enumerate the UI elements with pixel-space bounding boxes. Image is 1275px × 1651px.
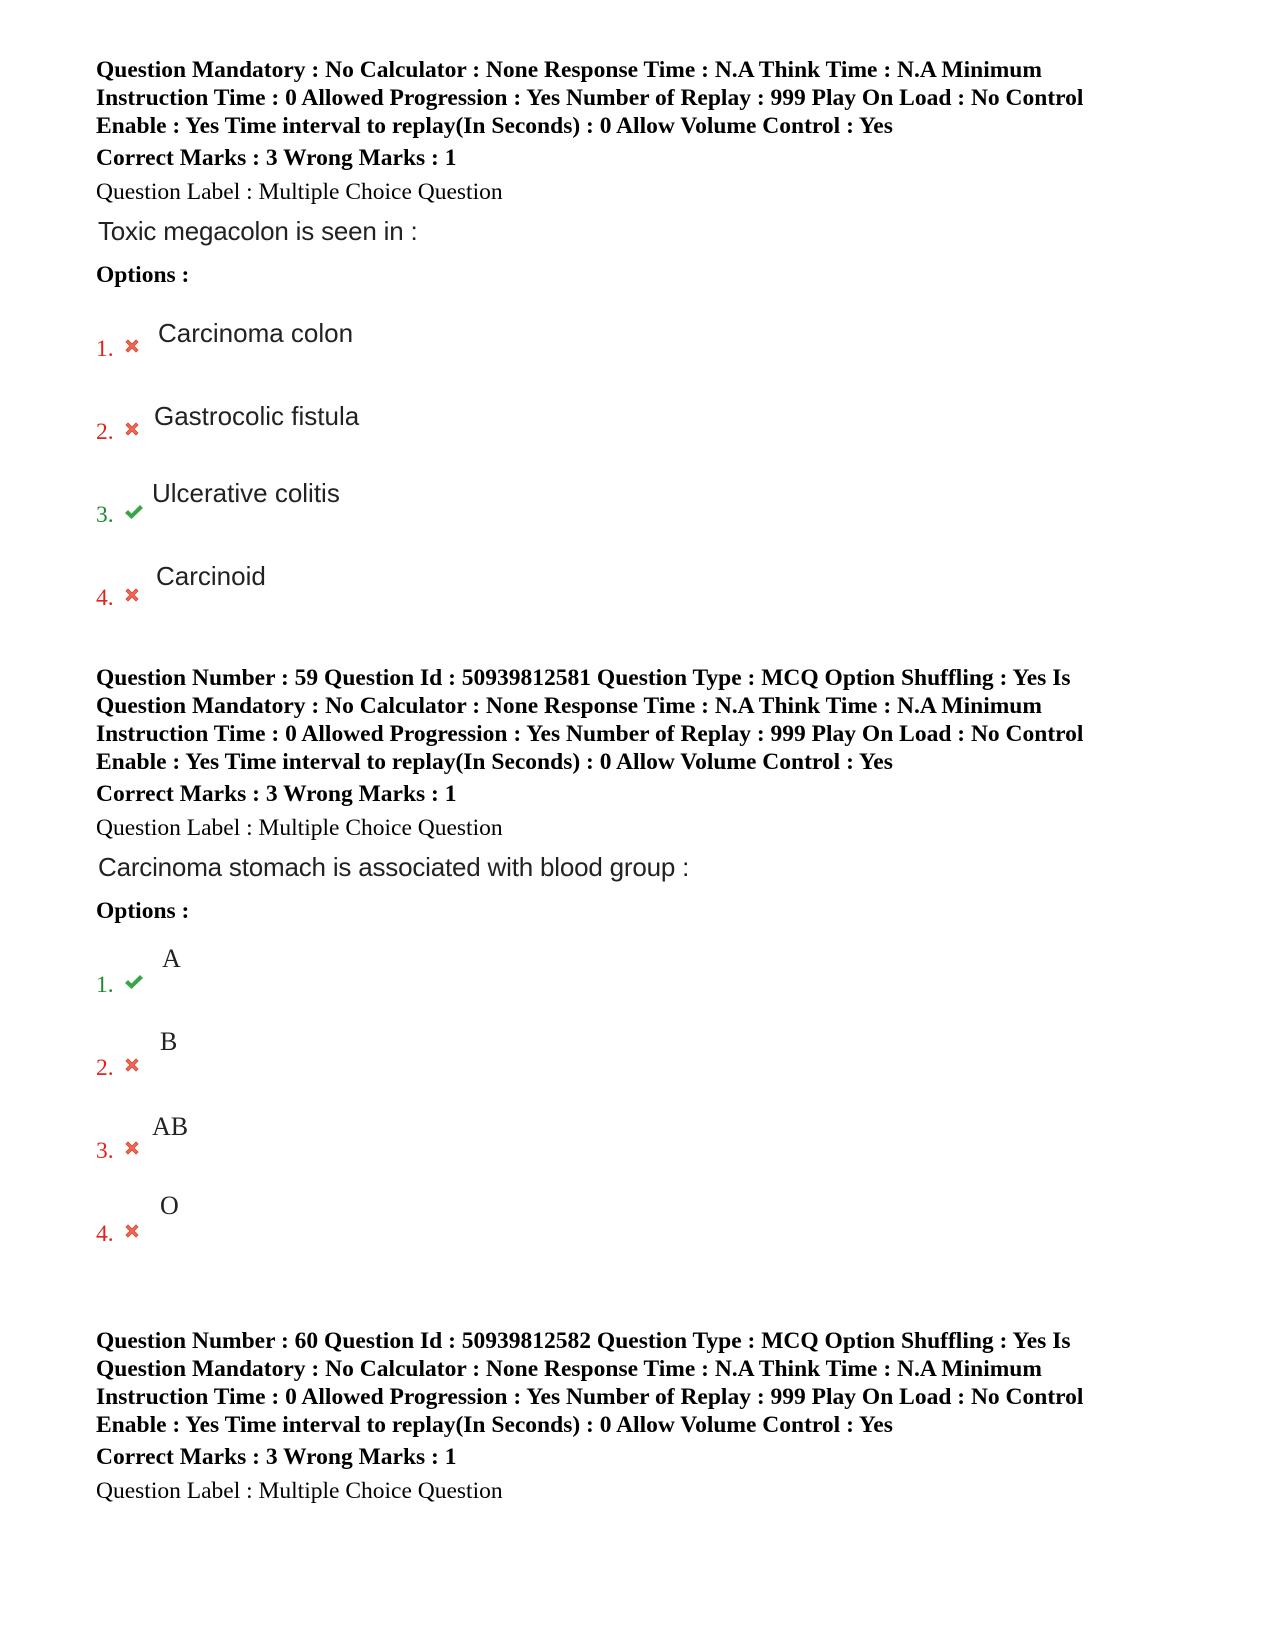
cross-icon	[122, 585, 142, 605]
meta-line: Enable : Yes Time interval to replay(In Seconds) : 0 Allow Volume Control : Yes	[96, 749, 893, 775]
meta-line: Question Number : 60 Question Id : 50939812582 Question Type : MCQ Option Shuffling : Yes Is	[96, 1328, 1071, 1354]
option-text: Carcinoid	[156, 561, 266, 591]
check-icon	[122, 972, 144, 992]
option-text: Ulcerative colitis	[152, 478, 340, 508]
question-60-block	[96, 1327, 1196, 1505]
meta-line: Question Number : 59 Question Id : 50939812581 Question Type : MCQ Option Shuffling : Yes Is	[96, 665, 1071, 691]
question-59-meta	[96, 664, 1196, 776]
marks-info: Correct Marks : 3 Wrong Marks : 1	[96, 145, 457, 171]
meta-line: Enable : Yes Time interval to replay(In Seconds) : 0 Allow Volume Control : Yes	[96, 1412, 893, 1438]
cross-icon	[122, 336, 142, 356]
meta-line: Question Mandatory : No Calculator : None Response Time : N.A Think Time : N.A Minimum	[96, 57, 1042, 83]
option-number: 4.	[96, 1221, 114, 1247]
cross-icon	[122, 1138, 142, 1158]
option-number: 4.	[96, 585, 114, 611]
question-60-meta	[96, 1327, 1196, 1439]
option-text: Carcinoma colon	[158, 318, 354, 348]
cross-icon	[122, 1055, 142, 1075]
option-number: 3.	[96, 1138, 114, 1164]
option-text: Gastrocolic fistula	[154, 401, 360, 431]
option-text: A	[162, 944, 181, 973]
check-icon	[122, 502, 144, 522]
meta-line: Question Mandatory : No Calculator : None Response Time : N.A Think Time : N.A Minimum	[96, 693, 1042, 719]
question-text: Carcinoma stomach is associated with blood group :	[98, 852, 690, 882]
question-59-block	[96, 664, 1196, 925]
meta-line: Enable : Yes Time interval to replay(In Seconds) : 0 Allow Volume Control : Yes	[96, 113, 893, 139]
question-label: Question Label : Multiple Choice Question	[96, 179, 503, 205]
question-text: Toxic megacolon is seen in :	[98, 216, 418, 246]
meta-line: Instruction Time : 0 Allowed Progression : Yes Number of Replay : 999 Play On Load : No Control	[96, 721, 1084, 747]
question-58-meta	[96, 56, 1196, 140]
option-number: 1.	[96, 336, 114, 362]
marks-info: Correct Marks : 3 Wrong Marks : 1	[96, 781, 457, 807]
option-text: B	[160, 1027, 178, 1056]
option-number: 3.	[96, 502, 114, 528]
option-number: 2.	[96, 1055, 114, 1081]
options-heading: Options :	[96, 898, 190, 924]
option-text: AB	[152, 1112, 189, 1141]
meta-line: Question Mandatory : No Calculator : None Response Time : N.A Think Time : N.A Minimum	[96, 1356, 1042, 1382]
question-label: Question Label : Multiple Choice Question	[96, 815, 503, 841]
meta-line: Instruction Time : 0 Allowed Progression : Yes Number of Replay : 999 Play On Load : No Control	[96, 85, 1084, 111]
option-text: O	[160, 1191, 179, 1220]
question-58-block	[96, 56, 1196, 289]
options-heading: Options :	[96, 262, 190, 288]
marks-info: Correct Marks : 3 Wrong Marks : 1	[96, 1444, 457, 1470]
meta-line: Instruction Time : 0 Allowed Progression : Yes Number of Replay : 999 Play On Load : No Control	[96, 1384, 1084, 1410]
question-label: Question Label : Multiple Choice Question	[96, 1478, 503, 1504]
option-number: 2.	[96, 419, 114, 445]
cross-icon	[122, 419, 142, 439]
cross-icon	[122, 1221, 142, 1241]
option-number: 1.	[96, 972, 114, 998]
